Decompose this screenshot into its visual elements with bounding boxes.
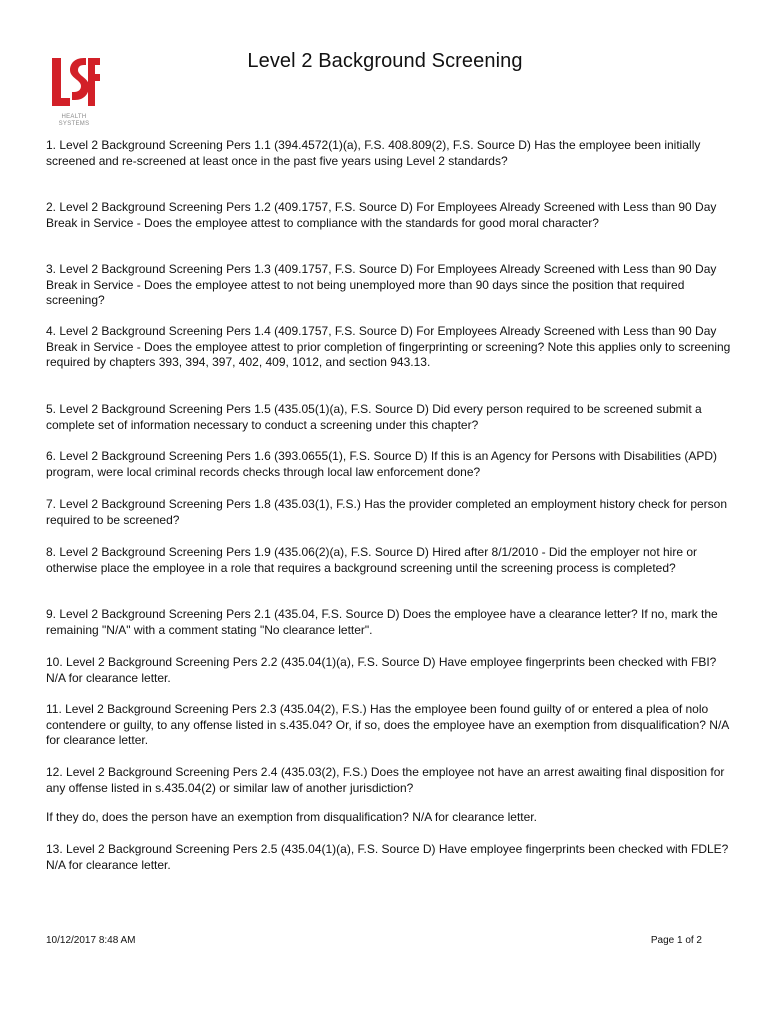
item-12-followup: If they do, does the person have an exemption from disqualification? N/A for clearance letter. [46, 810, 537, 824]
footer-timestamp: 10/12/2017 8:48 AM [46, 935, 136, 946]
footer-page-number: Page 1 of 2 [650, 935, 702, 946]
item-10: 10. Level 2 Background Screening Pers 2.2 (435.04(1)(a), F.S. Source D) Have employee fingerprints been checked with FBI? N/A for clearance letter. [46, 655, 717, 685]
item-5: 5. Level 2 Background Screening Pers 1.5 (435.05(1)(a), F.S. Source D) Did every person required to be screened submit a complete set of information necessary to conduct a screening under this chapter? [46, 402, 702, 432]
item-11: 11. Level 2 Background Screening Pers 2.3 (435.04(2), F.S.) Has the employee been found guilty of or entered a plea of nolo contendere or guilty, to any offense listed in s.435.04? Or, if so, does the employee have an exemption from disqualification? N/A for clearance letter. [46, 702, 729, 748]
item-4: 4. Level 2 Background Screening Pers 1.4 (409.1757, F.S. Source D) For Employees Already Screened with Less than 90 Day Break in Service - Does the employee attest to prior completion of fingerprinting or screening? Note this applies only to screening required by chapters 393, 394, 397, 402, 409, 1012, and section 943.13. [46, 324, 731, 370]
item-7: 7. Level 2 Background Screening Pers 1.8 (435.03(1), F.S.) Has the provider completed an employment history check for person required to be screened? [46, 497, 728, 527]
item-3: 3. Level 2 Background Screening Pers 1.3 (409.1757, F.S. Source D) For Employees Already Screened with Less than 90 Day Break in Service - Does the employee attest to not being unemployed more than 90 days since the position that required screening? [46, 262, 717, 308]
item-12: 12. Level 2 Background Screening Pers 2.4 (435.03(2), F.S.) Does the employee not have an arrest awaiting final disposition for any offense listed in s.435.04(2) or similar law of another jurisdiction? [46, 765, 725, 795]
item-2: 2. Level 2 Background Screening Pers 1.2 (409.1757, F.S. Source D) For Employees Already Screened with Less than 90 Day Break in Service - Does the employee attest to compliance with the standards for good moral character? [46, 200, 717, 230]
item-9: 9. Level 2 Background Screening Pers 2.1 (435.04, F.S. Source D) Does the employee have a clearance letter? If no, mark the remaining "N/A" with a comment stating "No clearance letter". [46, 607, 718, 637]
item-1: 1. Level 2 Background Screening Pers 1.1 (394.4572(1)(a), F.S. 408.809(2), F.S. Source D) Has the employee been initially screened and re-screened at least once in the past five years using Level 2 standards? [46, 138, 701, 168]
item-8: 8. Level 2 Background Screening Pers 1.9 (435.06(2)(a), F.S. Source D) Hired after 8/1/2010 - Did the employer not hire or otherwise place the employee in a role that requires a background screening until the screening process is completed? [46, 545, 697, 575]
logo-subtitle: HEALTH SYSTEMS [58, 114, 90, 127]
item-6: 6. Level 2 Background Screening Pers 1.6 (393.0655(1), F.S. Source D) If this is an Agency for Persons with Disabilities (APD) program, were local criminal records checks through local law enforcement done? [46, 449, 717, 479]
item-13: 13. Level 2 Background Screening Pers 2.5 (435.04(1)(a), F.S. Source D) Have employee fingerprints been checked with FDLE? N/A for clearance letter. [46, 842, 729, 872]
document-title: Level 2 Background Screening [247, 50, 523, 72]
